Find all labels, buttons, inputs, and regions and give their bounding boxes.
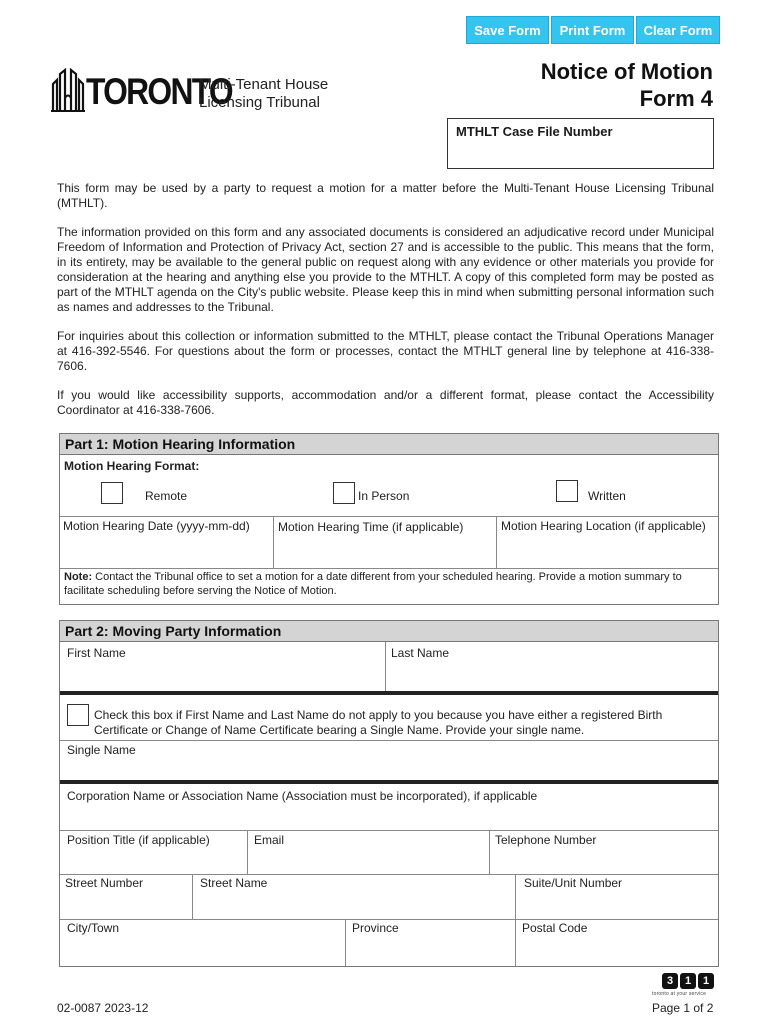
- form-code: 02-0087 2023-12: [57, 1001, 149, 1015]
- part1-heading: Part 1: Motion Hearing Information: [60, 434, 718, 455]
- 311-logo: [662, 973, 714, 989]
- in-person-checkbox[interactable]: [333, 482, 355, 504]
- print-form-button[interactable]: Print Form: [551, 16, 634, 44]
- single-name-checkbox[interactable]: [67, 704, 89, 726]
- form-title: [541, 58, 713, 112]
- intro-paragraph-purpose: This form may be used by a party to request a motion for a matter before the Multi-Tenant House Licensing Tribunal (MTHLT).: [57, 181, 714, 210]
- single-name-field[interactable]: Single Name: [67, 743, 136, 757]
- email-field[interactable]: Email: [254, 833, 285, 847]
- case-file-number-label: MTHLT Case File Number: [456, 124, 613, 139]
- motion-hearing-time-field[interactable]: Motion Hearing Time (if applicable): [278, 520, 464, 534]
- badge-digit: 3: [662, 973, 678, 989]
- tribunal-name-line2: Licensing Tribunal: [199, 94, 320, 111]
- intro-paragraph-privacy: The information provided on this form and any associated documents is considered an adjudicative record under Municipal Freedom of Information and Protection of Privacy Act, section 27 and is accessible to the public. This means that the form, in its entirety, may be available to the general public on request along with any evidence or other materials you provide for consideration at the hearing and anything else you provide to the MTHLT. A copy of this completed form may be posted as part of the MTHLT agenda on the City's public website. Please keep this in mind when submitting personal information such as names and addresses to the Tribunal.: [57, 225, 714, 314]
- tribunal-name-line1: Multi-Tenant House: [199, 76, 329, 93]
- street-number-field[interactable]: Street Number: [65, 876, 144, 890]
- postal-code-field[interactable]: Postal Code: [522, 921, 588, 935]
- toronto-city-hall-icon: [51, 68, 85, 112]
- badge-digit: 1: [680, 973, 696, 989]
- tribunal-name: [199, 76, 328, 112]
- clear-form-button[interactable]: Clear Form: [636, 16, 720, 44]
- page-number: Page 1 of 2: [652, 1001, 714, 1015]
- written-label: Written: [588, 489, 626, 503]
- corporation-name-field[interactable]: Corporation Name or Association Name (Association must be incorporated), if applicable: [67, 789, 538, 803]
- intro-paragraph-accessibility: If you would like accessibility supports, accommodation and/or a different format, please contact the Accessibility Coordinator at 416-338-7606.: [57, 388, 714, 417]
- part2-section: [59, 620, 719, 967]
- intro-paragraph-inquiries: For inquiries about this collection or information submitted to the MTHLT, please contact the Tribunal Operations Manager at 416-392-5546. For questions about the form or processes, contact the MTHLT general line by telephone at 416-338-7606.: [57, 329, 714, 373]
- toronto-logo-wordmark: TORONTO: [86, 71, 232, 112]
- first-name-field[interactable]: First Name: [67, 646, 126, 660]
- badge-digit: 1: [698, 973, 714, 989]
- remote-label: Remote: [145, 489, 188, 503]
- last-name-field[interactable]: Last Name: [391, 646, 450, 660]
- save-form-button[interactable]: Save Form: [466, 16, 549, 44]
- note-prefix: Note:: [64, 571, 93, 583]
- province-field[interactable]: Province: [352, 921, 399, 935]
- telephone-field[interactable]: Telephone Number: [495, 833, 597, 847]
- position-title-field[interactable]: Position Title (if applicable): [67, 833, 210, 847]
- note-text: Contact the Tribunal office to set a motion for a date different from your scheduled hearing. Provide a motion summary to facilitate scheduling before serving the Notice of Motion.: [64, 571, 682, 597]
- case-file-number-field[interactable]: [447, 118, 714, 169]
- written-checkbox[interactable]: [556, 480, 578, 502]
- single-name-instruction: Check this box if First Name and Last Name do not apply to you because you have either a registered Birth Certificate or Change of Name Certificate bearing a Single Name. Provide your single name.: [94, 708, 663, 737]
- form-title-line1: Notice of Motion: [540, 59, 713, 84]
- remote-checkbox[interactable]: [101, 482, 123, 504]
- motion-hearing-location-field[interactable]: Motion Hearing Location (if applicable): [501, 519, 706, 533]
- part1-note: [64, 570, 714, 598]
- part1-section: [59, 433, 719, 605]
- street-name-field[interactable]: Street Name: [200, 876, 268, 890]
- city-town-field[interactable]: City/Town: [67, 921, 120, 935]
- motion-hearing-format-label: Motion Hearing Format:: [64, 459, 200, 473]
- motion-hearing-date-field[interactable]: Motion Hearing Date (yyyy-mm-dd): [63, 519, 250, 533]
- 311-caption: toronto at your service: [652, 991, 707, 997]
- part2-heading: Part 2: Moving Party Information: [60, 621, 718, 642]
- form-number: Form 4: [639, 86, 713, 111]
- suite-unit-field[interactable]: Suite/Unit Number: [524, 876, 623, 890]
- in-person-label: In Person: [358, 489, 410, 503]
